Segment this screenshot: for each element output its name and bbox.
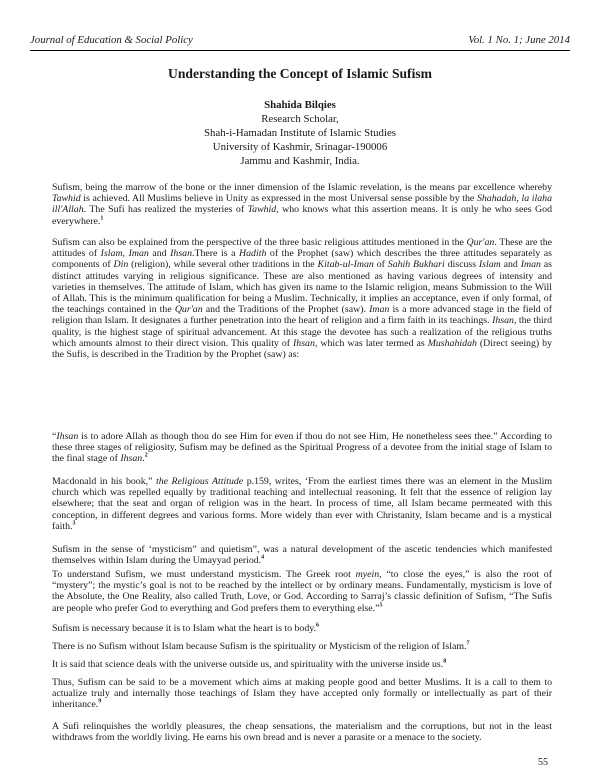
paragraph-2: Sufism can also be explained from the perspective of the three basic religious attitudes mentioned in the Qur'an. These are the attitudes of Islam, Iman and Ihsan.There is a Hadith of the Prophet (saw) which describes the three attitudes separately as components of Din (religion), while several other traditions in the Kitab-ul-Iman of Sahih Bukhari discuss Islam and Iman as distinct attitudes varying in religious significance. These are also mentioned as having various degrees of intensity and varieties in themselves. The attitude of Islam, which has given its name to the Islamic religion, means Submission to the Will of Allah. This is the minimum qualification for being a Muslim. Technically, it implies an acceptance, even if only formal, of the teachings contained in the Qur'an and the Traditions of the Prophet (saw). Iman is a more advanced stage in the field of religion than Islam. It designates a further penetration into the heart of religion and a firm faith in its teachings. Ihsan, the third quality, is the highest stage of spiritual advancement. At this stage the devotee has such a realization of the religious truths which amounts almost to their direct vision. This quality of Ihsan, which was later termed as Mushahidah (Direct seeing) by the Sufis, is described in the Tradition by the Prophet (saw) as: [52, 237, 553, 361]
paragraph-8: There is no Sufism without Islam because Sufism is the spirituality or Mysticism of the religion of Islam.$^7$ [52, 640, 470, 652]
author-name: Shahida Bilqies [264, 99, 336, 111]
paragraph-1: Sufism, being the marrow of the bone or the inner dimension of the Islamic revelation, is the means par excellence whereby Tawhid is achieved. All Muslims believe in Unity as expressed in the most Universal sense possible by the Shahadah, la ilaha ill'Allah. The Sufi has realized the mysteries of Tawhid, who knows what this assertion means. It is only he who sees God everywhere.$^1$ [52, 182, 553, 227]
author-university: University of Kashmir, Srinagar-190006 [212, 141, 388, 153]
article-title: Understanding the Concept of Islamic Sufism [168, 66, 432, 81]
author-location: Jammu and Kashmir, India. [240, 155, 360, 167]
author-institute: Shah-i-Hamadan Institute of Islamic Studies [204, 127, 396, 139]
page-number: 55 [538, 757, 548, 768]
paragraph-11: A Sufi relinquishes the worldly pleasures, the cheap sensations, the materialism and the corruptions, but not in the least withdraws from the worldly living. He earns his own bread and is never a parasite or a menace to the society. [52, 721, 552, 744]
author-role: Research Scholar, [261, 113, 339, 125]
paragraph-7: Sufism is necessary because it is to Islam what the heart is to body.$^6$ [52, 622, 319, 634]
journal-name: Journal of Education & Social Policy [30, 34, 193, 46]
paragraph-10: Thus, Sufism can be said to be a movement which aims at making people good and better Muslims. It is a call to them to actualize truly and internally those teachings of Islam they have accepted only formally or intellectually as part of their inheritance.$^9$ [52, 677, 552, 711]
header-rule [30, 50, 570, 51]
paragraph-5: Sufism in the sense of ‘mysticism” and quietism”, was a natural development of the ascetic tendencies which manifested themselves within Islam during the Umayyad period.$^4$ [52, 544, 552, 567]
running-header [30, 34, 570, 48]
volume-issue: Vol. 1 No. 1; June 2014 [468, 34, 570, 46]
paragraph-9: It is said that science deals with the universe outside us, and spirituality with the universe inside us.$^8$ [52, 658, 447, 670]
paragraph-4: Macdonald in his book,” the Religious Attitude p.159, writes, ‘From the earliest times there was an element in the Muslim church which was repelled equally by traditional teaching and intellectual reasoning. It felt that the essence of religion lay elsewhere; that the seat and organ of religion was in the heart. In process of time, all Islam became permeated with this conception, in different degrees and various forms. More widely than ever with Christanity, Islam became and is a mystical faith.$^3$ [52, 476, 552, 532]
paragraph-6: To understand Sufism, we must understand mysticism. The Greek root myein, “to close the eyes,” is also the root of “mystery”; the mystic’s goal is not to be reached by the intellect or by ordinary means. Fundamentally, mysticism is love of the Absolute, the One Reality, also called Truth, Love, or God. According to Sarraj’s classic definition of Sufism, “The Sufis are people who prefer God to everything and God prefers them to everything else.”$^5$ [52, 569, 553, 614]
author-block [0, 98, 600, 168]
paragraph-3: “Ihsan is to adore Allah as though thou do see Him for even if thou do not see Him, He nonetheless sees thee.” According to these three stages of religiosity, Sufism may be defined as the Spiritual Progress of a devotee from the initial stage of Islam to the final stage of Ihsan.$^2$ [52, 431, 552, 465]
